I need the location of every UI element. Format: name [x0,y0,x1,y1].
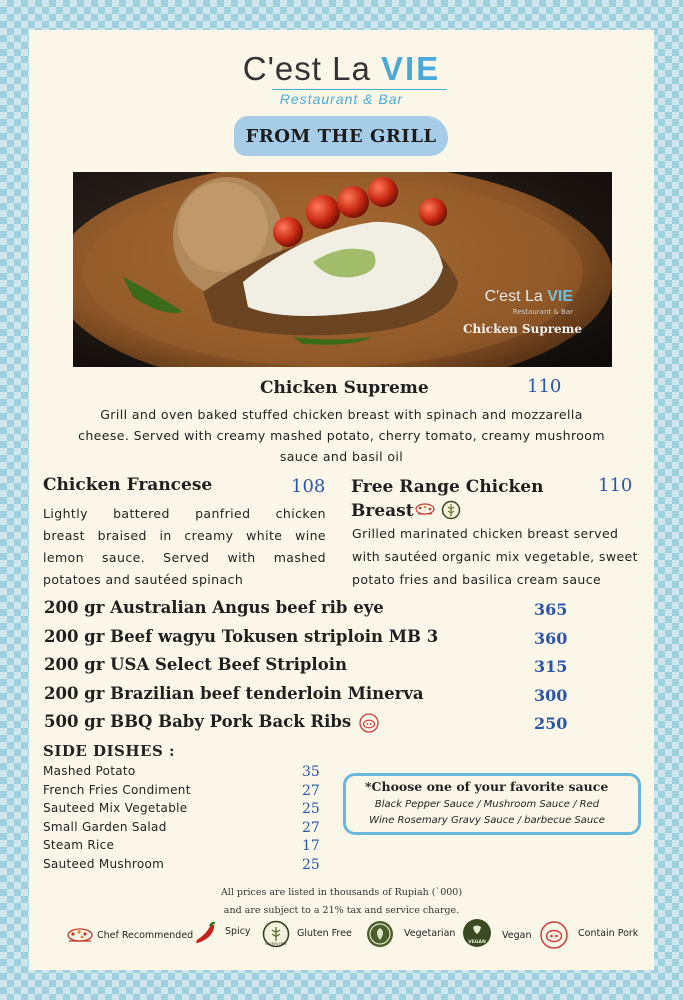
vegan-icon [462,918,492,952]
featured-dish-price: 110 [527,376,562,397]
sauce-line: Black Pepper Sauce / Mushroom Sauce / Red [374,799,600,810]
side-dish-price: 25 [302,801,320,817]
featured-dish-name: Chicken Supreme [260,378,429,398]
left-dish-name: Chicken Francese [43,475,213,495]
legend-gluten-label: Gluten Free [297,928,352,939]
steak-item-name: 500 gr BBQ Baby Pork Back Ribs [44,712,352,731]
sauce-options [352,797,622,829]
legend-pork-label: Contain Pork [578,928,639,939]
photo-logo-part1: C'est La [484,288,548,305]
right-dish-name-line2: Breast [351,501,414,521]
side-dish-name: French Fries Condiment [43,783,191,797]
photo-watermark-logo [485,288,573,306]
legend-chef-label: Chef Recommended [97,930,194,941]
left-dish-price: 108 [291,476,326,497]
chef-recommended-icon [414,502,436,522]
chili-icon [192,920,218,950]
steak-item-name: 200 gr Brazilian beef tenderloin Minerva [44,684,424,703]
side-dish-name: Mashed Potato [43,764,136,778]
vegan-badge-text: VEGAN [468,940,486,945]
brand-name-part2: VIE [381,50,441,87]
legend-spicy-label: Spicy [225,926,251,937]
right-dish-description [352,522,640,591]
left-desc-line: lemon sauce. Served with mashed [43,550,326,565]
price-note-line1: All prices are listed in thousands of Rupiah (`000) [220,887,463,898]
photo-logo-part2: VIE [547,288,573,305]
steak-item-price: 365 [534,600,568,619]
chicken-supreme-photo [73,172,612,367]
photo-caption: Chicken Supreme [462,322,582,336]
side-dish-price: 35 [302,764,320,780]
steak-item-name: 200 gr Beef wagyu Tokusen striploin MB 3 [44,627,439,646]
brand-name-part1: C'est La [242,50,381,87]
left-desc-line: potatoes and sautéed spinach [43,572,244,587]
featured-desc-line: cheese. Served with creamy mashed potato, cherry tomato, creamy mushroom [78,428,605,443]
side-dish-price: 27 [302,820,320,836]
featured-desc-line: Grill and oven baked stuffed chicken breast with spinach and mozzarella [100,407,583,422]
legend-vegan-label: Vegan [502,930,532,941]
contain-pork-icon [539,920,569,954]
right-dish-price: 110 [598,475,633,496]
side-dish-price: 27 [302,783,320,799]
sauce-line: Wine Rosemary Gravy Sauce / barbecue Sauce [369,815,605,826]
side-dish-name: Small Garden Salad [43,820,167,834]
gluten-badge-text: GLUTEN FREE [265,942,287,946]
chef-hat-icon [66,926,94,948]
side-dish-price: 17 [302,838,320,854]
side-dish-name: Sauteed Mushroom [43,857,165,871]
brand-logo [0,50,683,88]
right-desc-line: potato fries and basilica cream sauce [352,572,602,587]
right-dish-name-line1: Free Range Chicken [351,477,544,497]
gluten-free-icon [441,500,461,524]
vegetarian-icon [366,920,394,952]
food-illustration [73,172,612,367]
price-note-line2: and are subject to a 21% tax and service charge. [223,905,460,916]
steak-item-name: 200 gr USA Select Beef Striploin [44,655,347,674]
steak-item-price: 300 [534,686,568,705]
sauce-title: *Choose one of your favorite sauce [365,779,609,794]
side-dish-name: Steam Rice [43,838,115,852]
section-title: FROM THE GRILL [234,116,448,156]
side-dishes-title: SIDE DISHES : [43,742,176,760]
side-dish-price: 25 [302,857,320,873]
featured-desc-line: sauce and basil oil [279,449,404,464]
gluten-free-badge-icon [262,920,290,952]
steak-item-name: 200 gr Australian Angus beef rib eye [44,598,384,617]
right-desc-line: with sautéed organic mix vegetable, sweet [352,549,638,564]
left-desc-line: breast braised in creamy white wine [43,528,326,543]
side-dish-name: Sauteed Mix Vegetable [43,801,188,815]
pork-icon [358,713,380,737]
featured-dish-description [40,404,643,467]
right-desc-line: Grilled marinated chicken breast served [352,526,619,541]
left-dish-description [43,503,326,591]
steak-item-price: 360 [534,629,568,648]
legend-vegetarian-label: Vegetarian [404,928,456,939]
steak-item-price: 315 [534,657,568,676]
photo-logo-subtitle: Restaurant & Bar [512,308,573,316]
logo-divider [272,89,447,90]
brand-subtitle: Restaurant & Bar [279,91,404,107]
left-desc-line: Lightly battered panfried chicken [43,506,326,521]
steak-item-price: 250 [534,714,568,733]
